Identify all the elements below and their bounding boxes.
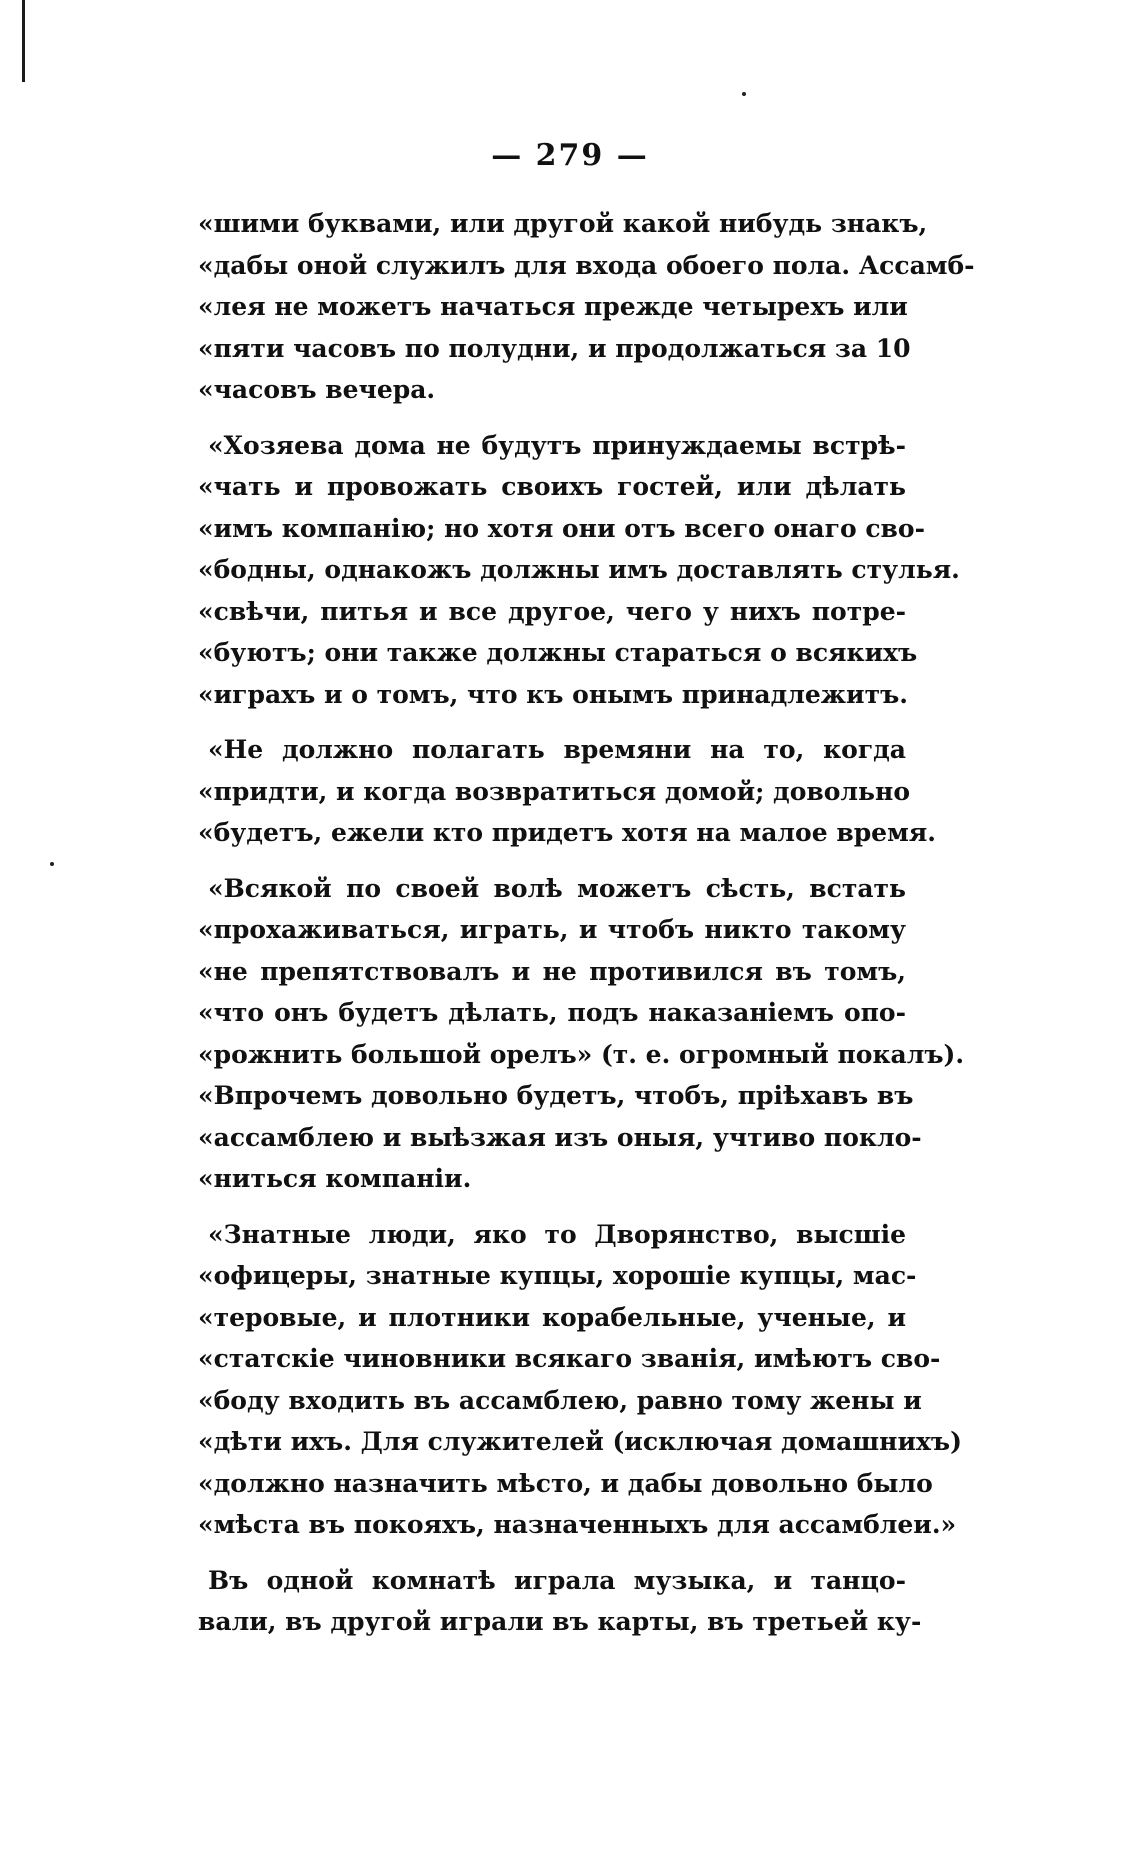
text-line: «пяти часовъ по полудни, и продолжаться за 10	[198, 333, 911, 363]
text-line: «что онъ будетъ дѣлать, подъ наказаніемъ опо-	[198, 998, 906, 1027]
text-line: вали, въ другой играли въ карты, въ третьей ку-	[198, 1607, 922, 1636]
text-line: «теровые, и плотники корабельные, ученые, и	[198, 1302, 906, 1332]
text-line: «Всякой по своей волѣ можетъ сѣсть, встать	[208, 873, 906, 903]
text-line: «часовъ вечера.	[198, 375, 436, 404]
text-line: «буютъ; они также должны стараться о всякихъ	[198, 638, 918, 667]
text-line: Въ одной комнатѣ играла музыка, и танцо-	[208, 1565, 906, 1595]
ink-speck	[50, 862, 54, 866]
text-line: «чать и провожать своихъ гостей, или дѣлать	[198, 472, 906, 501]
text-line: «боду входить въ ассамблею, равно тому жены и	[198, 1385, 922, 1415]
text-line: «Хозяева дома не будутъ принуждаемы встрѣ-	[208, 430, 906, 460]
text-line: «рожнить большой орелъ» (т. е. огромный покалъ).	[198, 1039, 965, 1069]
ink-speck	[742, 92, 746, 96]
text-line: «лея не можетъ начаться прежде четырехъ или	[198, 292, 908, 321]
paragraph	[198, 203, 975, 411]
text-line: «шими буквами, или другой какой нибудь знакъ,	[198, 209, 928, 238]
text-line: «Не должно полагать времяни на то, когда	[208, 735, 906, 764]
text-line: «свѣчи, питья и все другое, чего у нихъ потре-	[198, 596, 906, 626]
page-number: — 279 —	[491, 138, 649, 173]
paragraph	[198, 868, 965, 1200]
text-line: «дабы оной служилъ для входа обоего пола. Ассамб-	[198, 250, 975, 280]
text-line: «ассамблею и выѣзжая изъ оныя, учтиво покло-	[198, 1122, 922, 1152]
text-line: «играхъ и о томъ, что къ онымъ принадлежитъ.	[198, 679, 908, 709]
paragraph	[198, 1560, 922, 1643]
text-line: «мѣста въ покояхъ, назначенныхъ для ассамблеи.»	[198, 1510, 957, 1539]
text-line: «должно назначить мѣсто, и дабы довольно было	[198, 1468, 933, 1498]
paragraph	[198, 425, 960, 716]
text-line: «будетъ, ежели кто придетъ хотя на малое время.	[198, 818, 936, 847]
text-line: «бодны, однакожъ должны имъ доставлять стулья.	[198, 555, 960, 584]
page-edge-mark	[22, 0, 25, 82]
text-line: «Знатные люди, яко то Дворянство, высшіе	[208, 1219, 906, 1249]
text-line: «офицеры, знатные купцы, хорошіе купцы, мас-	[198, 1261, 917, 1290]
text-line: «дѣти ихъ. Для служителей (исключая домашнихъ)	[198, 1427, 962, 1456]
text-line: «придти, и когда возвратиться домой; довольно	[198, 776, 910, 806]
text-line: «имъ компанію; но хотя они отъ всего онаго сво-	[198, 513, 925, 543]
text-line: «ниться компаніи.	[198, 1164, 472, 1193]
text-line: «не препятствовалъ и не противился въ томъ,	[198, 956, 906, 986]
text-line: «статскіе чиновники всякаго званія, имѣютъ сво-	[198, 1344, 941, 1373]
paragraph	[198, 1214, 962, 1546]
paragraph	[198, 729, 936, 854]
text-line: «Впрочемъ довольно будетъ, чтобъ, пріѣхавъ въ	[198, 1081, 914, 1110]
body-text	[198, 203, 975, 1643]
text-line: «прохаживаться, играть, и чтобъ никто такому	[198, 915, 906, 944]
